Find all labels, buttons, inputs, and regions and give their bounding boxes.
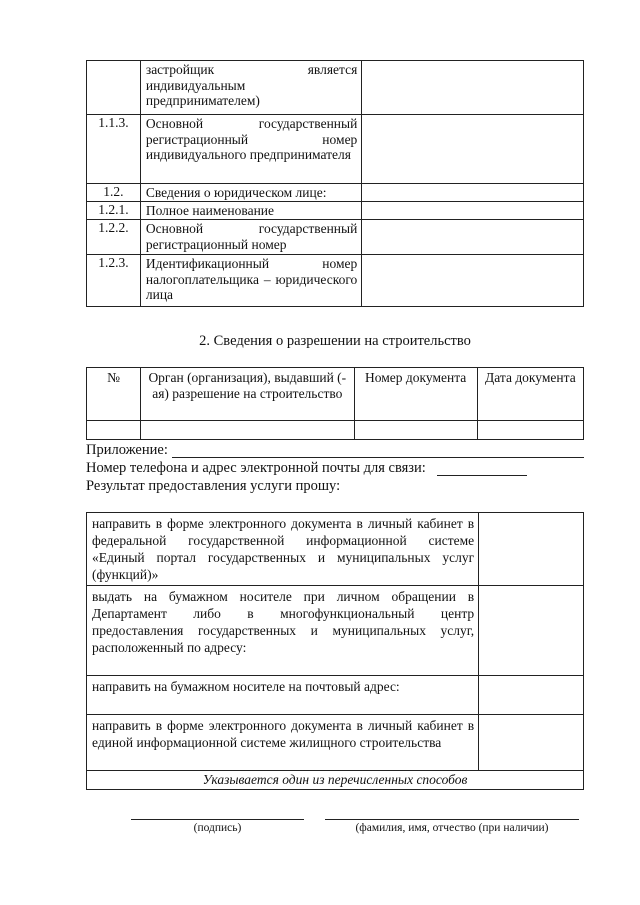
row-number: 1.2.1.: [87, 202, 141, 220]
row-value[interactable]: [362, 255, 584, 307]
option-select-cell[interactable]: [479, 715, 584, 771]
option-text: направить на бумажном носителе на почтовый адрес:: [87, 676, 479, 715]
row-description: Основной государственный регистрационный номер: [140, 220, 361, 255]
row-number: 1.2.3.: [87, 255, 141, 307]
column-header-authority: Орган (организация), выдавший (-ая) разрешение на строительство: [141, 368, 354, 421]
appendix-input-line[interactable]: [172, 456, 584, 458]
contact-input-line[interactable]: [437, 474, 527, 476]
permit-table: [86, 367, 584, 440]
row-value[interactable]: [362, 202, 584, 220]
option-text: выдать на бумажном носителе при личном обращении в Департамент либо в многофункциональный центр предоставления государственных и муниципальных услуг, расположенный по адресу:: [87, 586, 479, 676]
table-header-row: [87, 368, 584, 421]
table-row: [87, 202, 584, 220]
option-row: [87, 586, 584, 676]
row-value[interactable]: [362, 220, 584, 255]
row-description: Полное наименование: [140, 202, 361, 220]
signature-caption: (подпись): [193, 822, 242, 834]
signature-line[interactable]: [131, 818, 304, 820]
option-row: [87, 676, 584, 715]
appendix-label: Приложение:: [86, 442, 168, 458]
option-row: [87, 513, 584, 586]
row-value[interactable]: [362, 61, 584, 115]
result-label: Результат предоставления услуги прошу:: [86, 478, 341, 494]
cell-number[interactable]: [87, 421, 141, 440]
table-row: [87, 184, 584, 202]
full-name-caption: (фамилия, имя, отчество (при наличии): [355, 822, 549, 834]
section-title: 2. Сведения о разрешении на строительство: [199, 333, 471, 349]
table-row: [87, 220, 584, 255]
table-row: [87, 115, 584, 184]
cell-authority[interactable]: [141, 421, 354, 440]
option-text: направить в форме электронного документа в личный кабинет в единой информационной системе жилищного строительства: [87, 715, 479, 771]
column-header-doc-number: Номер документа: [354, 368, 477, 421]
option-text: направить в форме электронного документа в личный кабинет в федеральной государственной информационной системе «Единый портал государственных и муниципальных услуг (функций)»: [87, 513, 479, 586]
column-header-number: №: [87, 368, 141, 421]
row-description: Сведения о юридическом лице:: [140, 184, 361, 202]
delivery-options-table: [86, 512, 584, 790]
option-select-cell[interactable]: [479, 586, 584, 676]
table-row: [87, 61, 584, 115]
option-row: [87, 715, 584, 771]
option-footer-note: Указывается один из перечисленных способов: [87, 771, 584, 790]
table-row: [87, 255, 584, 307]
row-description: Основной государственный регистрационный номер индивидуального предпринимателя: [140, 115, 361, 184]
option-footer-row: [87, 771, 584, 790]
row-description: Идентификационный номер налогоплательщика – юридического лица: [140, 255, 361, 307]
cell-doc-number[interactable]: [354, 421, 477, 440]
row-number: 1.2.: [87, 184, 141, 202]
row-value[interactable]: [362, 184, 584, 202]
row-number: 1.2.2.: [87, 220, 141, 255]
row-number: 1.1.3.: [87, 115, 141, 184]
cell-doc-date[interactable]: [477, 421, 583, 440]
table-row: [87, 421, 584, 440]
option-select-cell[interactable]: [479, 676, 584, 715]
option-select-cell[interactable]: [479, 513, 584, 586]
applicant-info-table: [86, 60, 584, 307]
contact-label: Номер телефона и адрес электронной почты для связи:: [86, 460, 426, 476]
row-number: [87, 61, 141, 115]
row-value[interactable]: [362, 115, 584, 184]
column-header-doc-date: Дата документа: [477, 368, 583, 421]
full-name-line[interactable]: [325, 818, 579, 820]
row-description: застройщик является индивидуальным предпринимателем): [140, 61, 361, 115]
